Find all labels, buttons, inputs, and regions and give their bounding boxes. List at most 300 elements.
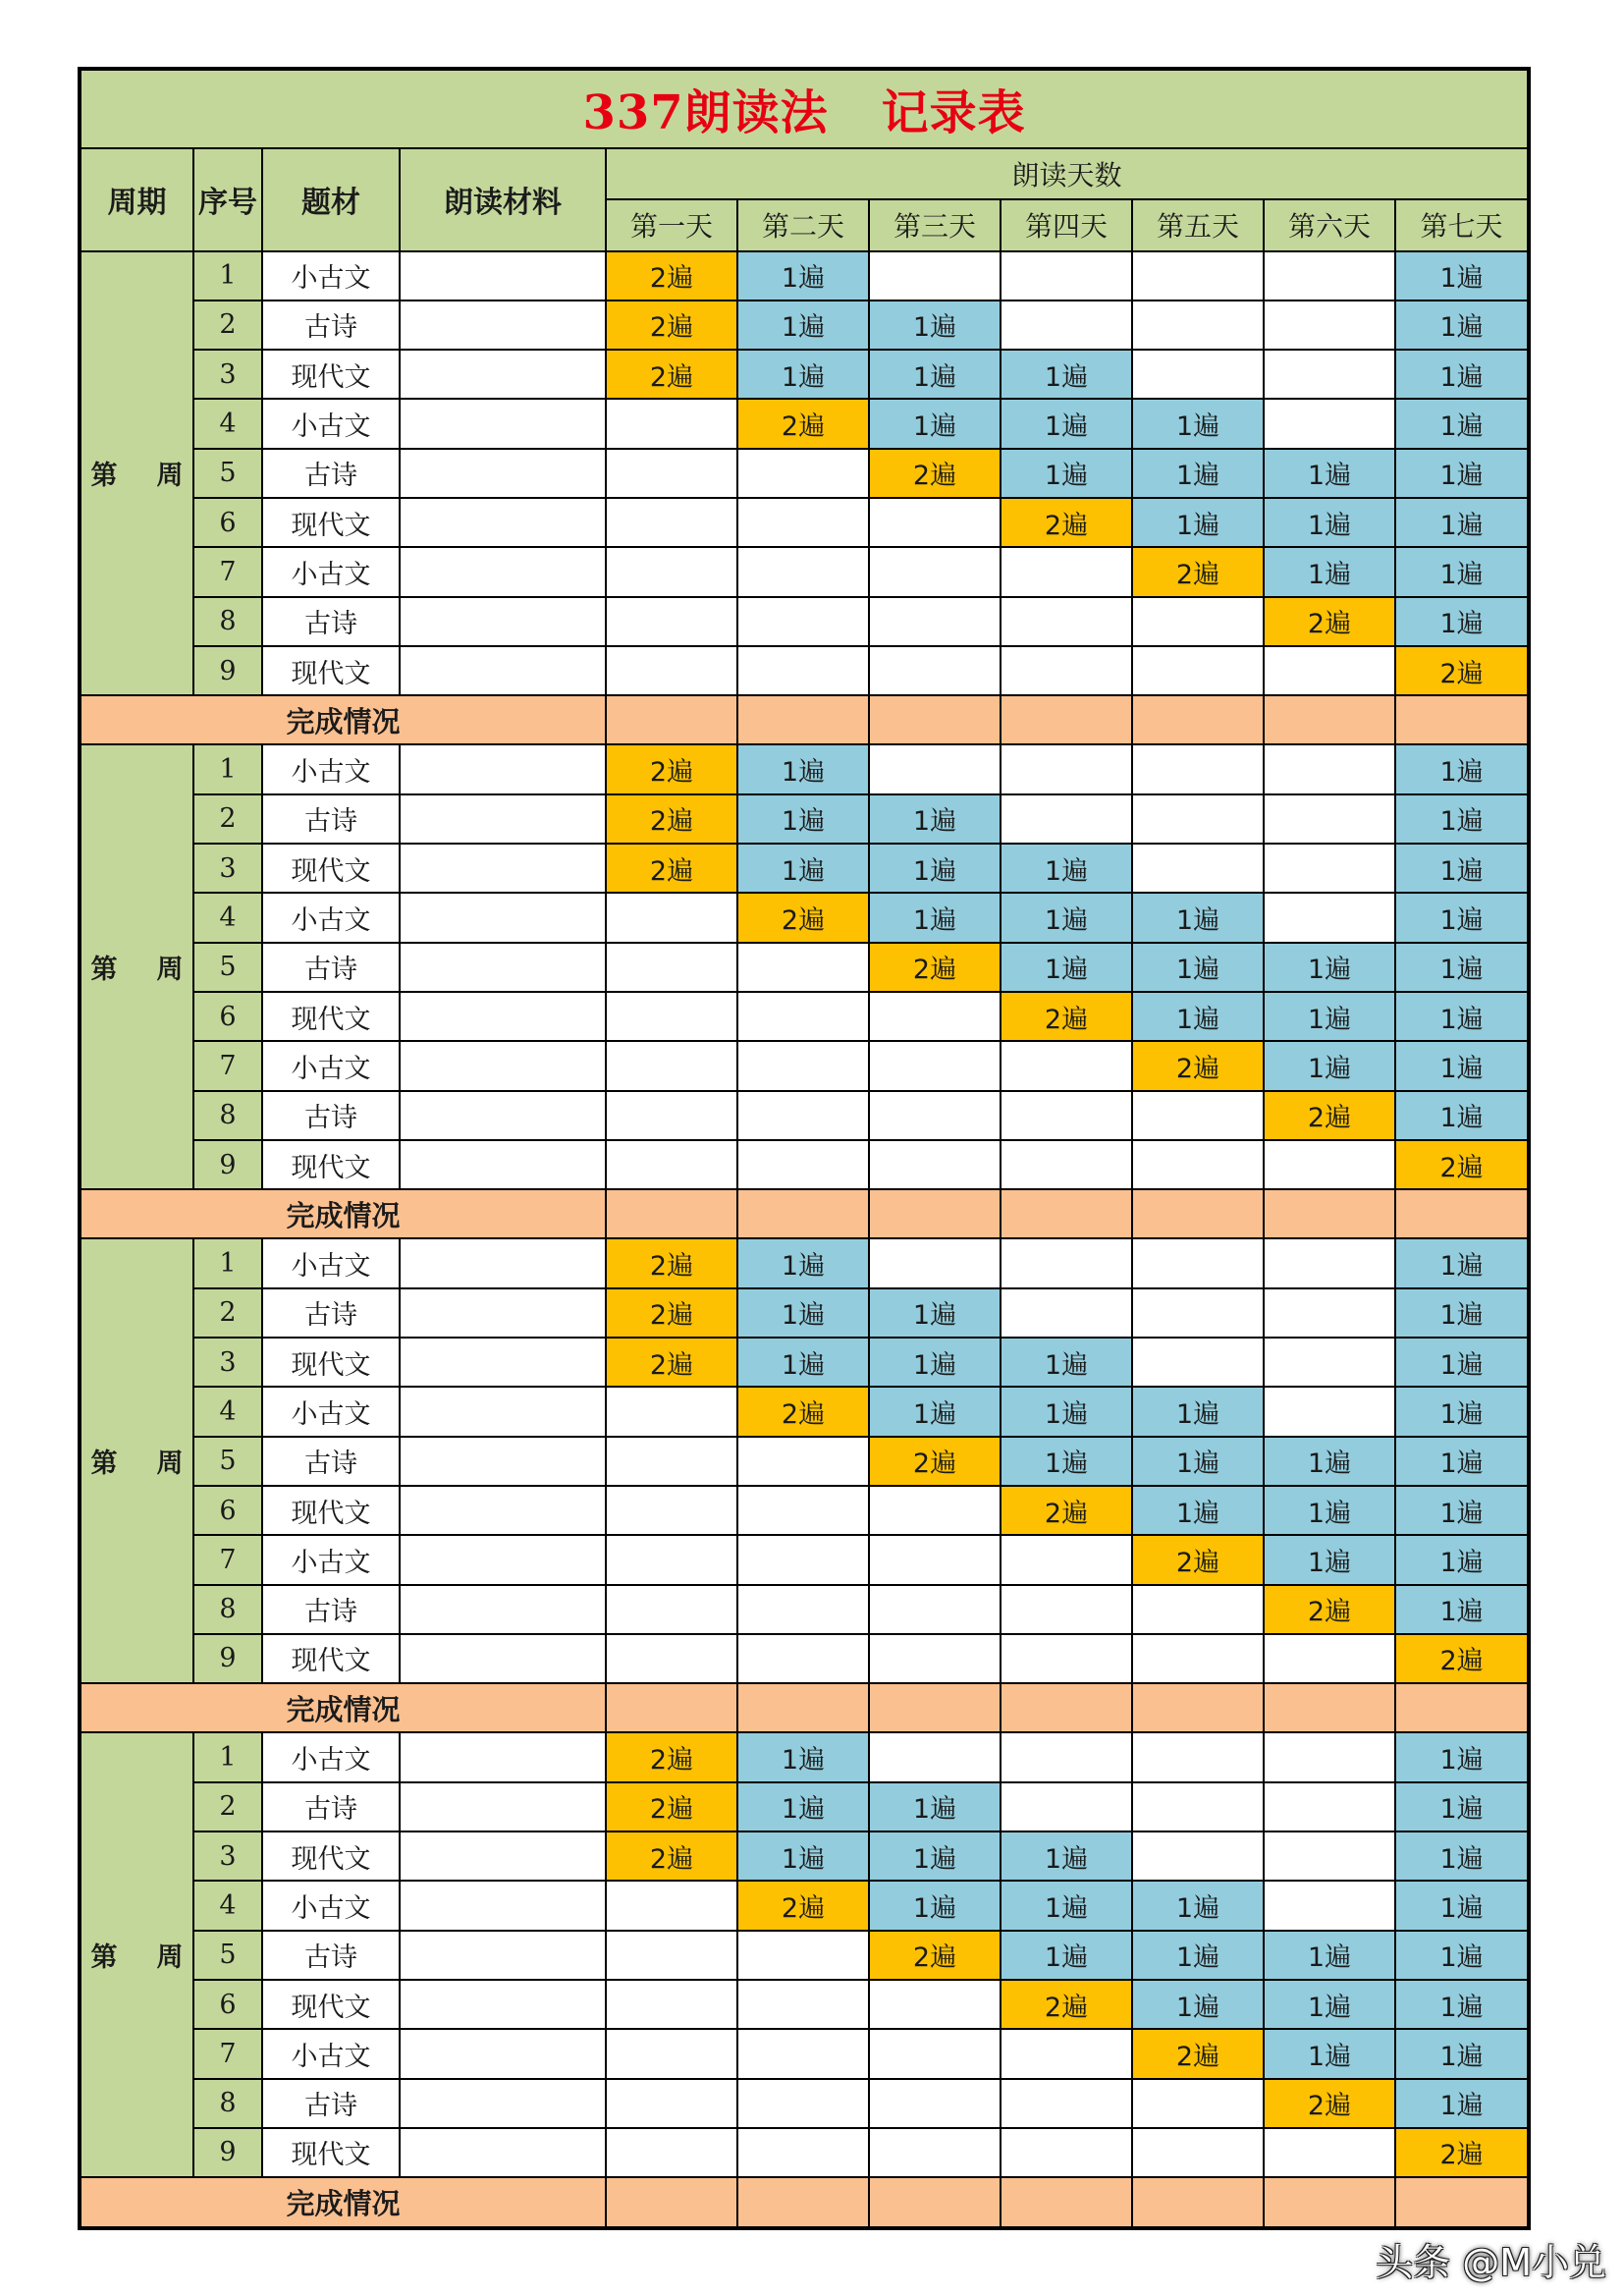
completion-cell[interactable] — [869, 2177, 1001, 2228]
day-cell: 1遍 — [1132, 449, 1264, 498]
day-cell — [1264, 251, 1395, 301]
day-cell — [606, 1881, 737, 1930]
completion-cell[interactable] — [1264, 2177, 1395, 2228]
row-topic: 现代文 — [262, 2128, 400, 2177]
day-cell: 2遍 — [1132, 547, 1264, 596]
day-cell — [869, 2029, 1001, 2078]
day-cell — [1264, 1782, 1395, 1831]
day-cell — [737, 943, 869, 992]
day-cell: 1遍 — [869, 1387, 1001, 1436]
day-cell: 1遍 — [1395, 1437, 1529, 1486]
row-topic: 古诗 — [262, 1288, 400, 1338]
row-topic: 古诗 — [262, 1931, 400, 1980]
row-material-input[interactable] — [400, 2029, 606, 2078]
row-topic: 古诗 — [262, 597, 400, 646]
row-material-input[interactable] — [400, 2079, 606, 2128]
day-cell: 1遍 — [1001, 943, 1132, 992]
day-cell — [869, 547, 1001, 596]
day-cell: 1遍 — [1264, 1486, 1395, 1535]
completion-row — [80, 2177, 1529, 2228]
table-row — [80, 2128, 1529, 2177]
day-cell: 1遍 — [1395, 943, 1529, 992]
day-cell — [1001, 547, 1132, 596]
day-cell: 1遍 — [869, 893, 1001, 942]
completion-cell[interactable] — [1132, 695, 1264, 744]
header-day-5: 第五天 — [1132, 199, 1264, 250]
day-cell — [1001, 1288, 1132, 1338]
row-topic: 小古文 — [262, 1732, 400, 1781]
table-row — [80, 2029, 1529, 2078]
row-material-input[interactable] — [400, 1041, 606, 1090]
day-cell: 1遍 — [1001, 893, 1132, 942]
table-row — [80, 1288, 1529, 1338]
row-material-input[interactable] — [400, 1782, 606, 1831]
completion-row — [80, 1683, 1529, 1732]
completion-cell[interactable] — [1001, 2177, 1132, 2228]
day-cell: 1遍 — [1264, 992, 1395, 1041]
header-day-6: 第六天 — [1264, 199, 1395, 250]
day-cell — [869, 1041, 1001, 1090]
day-cell: 1遍 — [1001, 1437, 1132, 1486]
day-cell: 1遍 — [1132, 943, 1264, 992]
day-cell: 2遍 — [606, 350, 737, 399]
day-cell: 2遍 — [1395, 646, 1529, 695]
table-row — [80, 1634, 1529, 1683]
row-material-input[interactable] — [400, 597, 606, 646]
day-cell — [606, 943, 737, 992]
completion-cell[interactable] — [606, 2177, 737, 2228]
completion-cell[interactable] — [737, 1683, 869, 1732]
row-material-input[interactable] — [400, 498, 606, 547]
header-day-7: 第七天 — [1395, 199, 1529, 250]
day-cell: 1遍 — [1132, 498, 1264, 547]
day-cell — [606, 893, 737, 942]
header-seq: 序号 — [193, 148, 262, 251]
day-cell: 1遍 — [1395, 1585, 1529, 1634]
day-cell — [606, 1535, 737, 1584]
day-cell — [1132, 2079, 1264, 2128]
row-topic: 小古文 — [262, 1387, 400, 1436]
completion-cell[interactable] — [1264, 1683, 1395, 1732]
day-cell: 1遍 — [1001, 449, 1132, 498]
day-cell — [1001, 2029, 1132, 2078]
completion-cell[interactable] — [737, 2177, 869, 2228]
header-day-2: 第二天 — [737, 199, 869, 250]
day-cell: 2遍 — [606, 251, 737, 301]
row-material-input[interactable] — [400, 251, 606, 301]
day-cell: 2遍 — [1264, 1585, 1395, 1634]
day-cell — [869, 1140, 1001, 1189]
completion-cell[interactable] — [1264, 695, 1395, 744]
day-cell — [1001, 597, 1132, 646]
day-cell — [606, 2029, 737, 2078]
row-number: 7 — [193, 1041, 262, 1090]
day-cell — [1132, 794, 1264, 844]
day-cell — [1001, 301, 1132, 350]
row-number: 4 — [193, 1387, 262, 1436]
table-row — [80, 992, 1529, 1041]
row-topic: 小古文 — [262, 1041, 400, 1090]
day-cell — [1001, 1782, 1132, 1831]
day-cell — [869, 498, 1001, 547]
week-label-suffix: 周 — [156, 1942, 184, 1974]
day-cell — [1001, 1140, 1132, 1189]
day-cell — [737, 1585, 869, 1634]
row-material-input[interactable] — [400, 350, 606, 399]
header-day-3: 第三天 — [869, 199, 1001, 250]
day-cell — [737, 646, 869, 695]
row-material-input[interactable] — [400, 1881, 606, 1930]
row-topic: 古诗 — [262, 1585, 400, 1634]
row-topic: 古诗 — [262, 1782, 400, 1831]
row-number: 4 — [193, 893, 262, 942]
completion-cell[interactable] — [1001, 695, 1132, 744]
day-cell: 1遍 — [869, 1288, 1001, 1338]
week-label-suffix: 周 — [156, 955, 184, 986]
row-topic: 现代文 — [262, 350, 400, 399]
row-number: 8 — [193, 1585, 262, 1634]
day-cell: 1遍 — [1395, 1288, 1529, 1338]
day-cell — [1001, 1585, 1132, 1634]
day-cell — [737, 1041, 869, 1090]
day-cell: 1遍 — [1132, 1980, 1264, 2029]
row-material-input[interactable] — [400, 1140, 606, 1189]
day-cell: 1遍 — [1395, 2079, 1529, 2128]
day-cell — [1001, 1091, 1132, 1140]
completion-cell[interactable] — [1132, 2177, 1264, 2228]
table-row — [80, 893, 1529, 942]
row-material-input[interactable] — [400, 449, 606, 498]
completion-row — [80, 695, 1529, 744]
day-cell: 2遍 — [1132, 2029, 1264, 2078]
completion-cell[interactable] — [1395, 1683, 1529, 1732]
day-cell — [1132, 350, 1264, 399]
day-cell: 1遍 — [1395, 1338, 1529, 1387]
day-cell: 2遍 — [1001, 1980, 1132, 2029]
day-cell: 1遍 — [1395, 893, 1529, 942]
day-cell — [606, 1585, 737, 1634]
day-cell: 2遍 — [1264, 2079, 1395, 2128]
day-cell — [1132, 251, 1264, 301]
row-material-input[interactable] — [400, 1091, 606, 1140]
day-cell — [1001, 2079, 1132, 2128]
table-row — [80, 1732, 1529, 1781]
day-cell — [1132, 1732, 1264, 1781]
day-cell: 1遍 — [869, 844, 1001, 893]
row-material-input[interactable] — [400, 1387, 606, 1436]
row-topic: 小古文 — [262, 251, 400, 301]
day-cell — [606, 1041, 737, 1090]
row-number: 1 — [193, 251, 262, 301]
day-cell: 2遍 — [606, 1831, 737, 1881]
completion-cell[interactable] — [606, 1683, 737, 1732]
table-row — [80, 794, 1529, 844]
day-cell — [606, 1387, 737, 1436]
row-material-input[interactable] — [400, 1535, 606, 1584]
row-material-input[interactable] — [400, 744, 606, 793]
row-topic: 现代文 — [262, 498, 400, 547]
day-cell — [869, 2079, 1001, 2128]
day-cell — [606, 2079, 737, 2128]
row-material-input[interactable] — [400, 992, 606, 1041]
week-label-suffix: 周 — [156, 461, 184, 492]
completion-cell[interactable] — [1132, 1683, 1264, 1732]
row-topic: 小古文 — [262, 399, 400, 448]
day-cell: 1遍 — [1395, 597, 1529, 646]
day-cell: 1遍 — [1001, 1831, 1132, 1881]
row-topic: 现代文 — [262, 646, 400, 695]
title-sub: 记录表 — [881, 85, 1026, 141]
day-cell — [606, 1931, 737, 1980]
day-cell: 2遍 — [606, 844, 737, 893]
completion-cell[interactable] — [1395, 2177, 1529, 2228]
day-cell: 2遍 — [1395, 1140, 1529, 1189]
day-cell — [606, 992, 737, 1041]
row-topic: 古诗 — [262, 2079, 400, 2128]
row-number: 5 — [193, 943, 262, 992]
day-cell — [1264, 1732, 1395, 1781]
week-label-prefix: 第 — [90, 1449, 118, 1480]
row-material-input[interactable] — [400, 1732, 606, 1781]
day-cell — [737, 2079, 869, 2128]
completion-cell[interactable] — [1132, 1189, 1264, 1238]
row-number: 3 — [193, 1831, 262, 1881]
completion-cell[interactable] — [606, 1189, 737, 1238]
day-cell — [737, 1140, 869, 1189]
completion-cell[interactable] — [1264, 1189, 1395, 1238]
day-cell — [869, 1091, 1001, 1140]
day-cell — [869, 1585, 1001, 1634]
day-cell — [1264, 1288, 1395, 1338]
row-material-input[interactable] — [400, 893, 606, 942]
completion-cell[interactable] — [869, 695, 1001, 744]
day-cell — [1132, 597, 1264, 646]
row-material-input[interactable] — [400, 399, 606, 448]
table-row — [80, 943, 1529, 992]
header-period: 周期 — [80, 148, 193, 251]
day-cell: 1遍 — [1264, 1931, 1395, 1980]
row-topic: 古诗 — [262, 449, 400, 498]
row-material-input[interactable] — [400, 943, 606, 992]
row-material-input[interactable] — [400, 1585, 606, 1634]
completion-label: 完成情况 — [80, 695, 606, 744]
row-number: 8 — [193, 2079, 262, 2128]
week-label-prefix: 第 — [90, 1942, 118, 1974]
table-row — [80, 646, 1529, 695]
day-cell — [1132, 2128, 1264, 2177]
day-cell: 1遍 — [1395, 301, 1529, 350]
completion-cell[interactable] — [606, 695, 737, 744]
day-cell: 1遍 — [737, 844, 869, 893]
completion-cell[interactable] — [1001, 1683, 1132, 1732]
day-cell — [737, 1980, 869, 2029]
row-number: 2 — [193, 794, 262, 844]
table-row — [80, 1338, 1529, 1387]
row-material-input[interactable] — [400, 301, 606, 350]
completion-label: 完成情况 — [80, 1189, 606, 1238]
day-cell — [1132, 1831, 1264, 1881]
day-cell: 1遍 — [1001, 399, 1132, 448]
row-number: 8 — [193, 1091, 262, 1140]
day-cell — [606, 646, 737, 695]
week-label — [80, 744, 193, 1189]
day-cell — [737, 498, 869, 547]
completion-cell[interactable] — [737, 1189, 869, 1238]
day-cell: 2遍 — [1001, 498, 1132, 547]
day-cell — [1132, 1288, 1264, 1338]
day-cell — [737, 2128, 869, 2177]
day-cell — [737, 597, 869, 646]
day-cell: 1遍 — [869, 1881, 1001, 1930]
row-material-input[interactable] — [400, 646, 606, 695]
day-cell: 2遍 — [1132, 1535, 1264, 1584]
row-topic: 小古文 — [262, 1238, 400, 1287]
table-row — [80, 547, 1529, 596]
completion-row — [80, 1189, 1529, 1238]
completion-cell[interactable] — [1395, 695, 1529, 744]
day-cell: 1遍 — [1395, 1732, 1529, 1781]
day-cell: 1遍 — [1132, 893, 1264, 942]
day-cell — [737, 1091, 869, 1140]
day-cell: 1遍 — [1395, 1387, 1529, 1436]
day-cell: 1遍 — [1132, 1881, 1264, 1930]
day-cell: 1遍 — [869, 1831, 1001, 1881]
row-number: 6 — [193, 992, 262, 1041]
day-cell: 1遍 — [1395, 1486, 1529, 1535]
day-cell — [1264, 399, 1395, 448]
day-cell — [1132, 1338, 1264, 1387]
row-number: 2 — [193, 1782, 262, 1831]
header-days-group: 朗读天数 — [606, 148, 1529, 199]
row-topic: 古诗 — [262, 943, 400, 992]
row-material-input[interactable] — [400, 1238, 606, 1287]
day-cell: 1遍 — [737, 1831, 869, 1881]
day-cell — [1001, 794, 1132, 844]
row-number: 8 — [193, 597, 262, 646]
row-material-input[interactable] — [400, 1831, 606, 1881]
completion-cell[interactable] — [737, 695, 869, 744]
table-row — [80, 744, 1529, 793]
row-number: 4 — [193, 399, 262, 448]
table-row — [80, 844, 1529, 893]
day-cell — [1132, 744, 1264, 793]
day-cell: 1遍 — [1264, 449, 1395, 498]
completion-cell[interactable] — [1001, 1189, 1132, 1238]
day-cell — [1001, 2128, 1132, 2177]
day-cell — [737, 1437, 869, 1486]
completion-cell[interactable] — [869, 1189, 1001, 1238]
row-material-input[interactable] — [400, 1288, 606, 1338]
row-material-input[interactable] — [400, 1486, 606, 1535]
day-cell: 2遍 — [1395, 1634, 1529, 1683]
day-cell — [1001, 744, 1132, 793]
day-cell: 1遍 — [1132, 1387, 1264, 1436]
day-cell — [1264, 1634, 1395, 1683]
day-cell: 1遍 — [869, 794, 1001, 844]
day-cell: 1遍 — [1132, 1931, 1264, 1980]
day-cell: 2遍 — [606, 1238, 737, 1287]
day-cell — [737, 2029, 869, 2078]
day-cell: 1遍 — [1132, 1486, 1264, 1535]
title-main: 337朗读法 — [582, 85, 829, 141]
table-row — [80, 350, 1529, 399]
header-material: 朗读材料 — [400, 148, 606, 251]
row-number: 6 — [193, 1486, 262, 1535]
row-number: 5 — [193, 1931, 262, 1980]
day-cell: 1遍 — [1395, 1980, 1529, 2029]
row-material-input[interactable] — [400, 1338, 606, 1387]
day-cell — [1264, 744, 1395, 793]
row-material-input[interactable] — [400, 844, 606, 893]
table-row — [80, 1387, 1529, 1436]
day-cell: 1遍 — [737, 350, 869, 399]
row-material-input[interactable] — [400, 794, 606, 844]
row-number: 9 — [193, 1140, 262, 1189]
header-day-4: 第四天 — [1001, 199, 1132, 250]
day-cell — [1264, 1238, 1395, 1287]
day-cell: 2遍 — [1264, 1091, 1395, 1140]
row-number: 2 — [193, 301, 262, 350]
day-cell: 2遍 — [606, 744, 737, 793]
row-material-input[interactable] — [400, 1437, 606, 1486]
day-cell — [869, 1732, 1001, 1781]
day-cell: 1遍 — [1001, 1387, 1132, 1436]
table-row — [80, 1831, 1529, 1881]
day-cell — [737, 1486, 869, 1535]
row-number: 7 — [193, 547, 262, 596]
row-material-input[interactable] — [400, 1931, 606, 1980]
table-row — [80, 597, 1529, 646]
day-cell — [1132, 1238, 1264, 1287]
row-number: 5 — [193, 1437, 262, 1486]
week-label-prefix: 第 — [90, 955, 118, 986]
row-material-input[interactable] — [400, 1980, 606, 2029]
day-cell: 2遍 — [869, 1931, 1001, 1980]
row-topic: 现代文 — [262, 1140, 400, 1189]
week-label — [80, 251, 193, 696]
day-cell: 1遍 — [1395, 744, 1529, 793]
day-cell: 1遍 — [1395, 498, 1529, 547]
row-topic: 古诗 — [262, 301, 400, 350]
day-cell — [869, 1486, 1001, 1535]
row-number: 1 — [193, 1238, 262, 1287]
day-cell — [737, 1634, 869, 1683]
day-cell — [1264, 350, 1395, 399]
row-material-input[interactable] — [400, 2128, 606, 2177]
day-cell — [869, 1634, 1001, 1683]
row-number: 3 — [193, 844, 262, 893]
row-material-input[interactable] — [400, 547, 606, 596]
table-row — [80, 301, 1529, 350]
completion-cell[interactable] — [1395, 1189, 1529, 1238]
table-row — [80, 1980, 1529, 2029]
completion-cell[interactable] — [869, 1683, 1001, 1732]
day-cell — [869, 646, 1001, 695]
completion-label: 完成情况 — [80, 1683, 606, 1732]
day-cell: 1遍 — [1395, 350, 1529, 399]
row-number: 3 — [193, 1338, 262, 1387]
row-topic: 小古文 — [262, 744, 400, 793]
day-cell: 1遍 — [1395, 794, 1529, 844]
row-material-input[interactable] — [400, 1634, 606, 1683]
day-cell — [1264, 1387, 1395, 1436]
day-cell: 2遍 — [1132, 1041, 1264, 1090]
day-cell: 2遍 — [869, 449, 1001, 498]
day-cell: 1遍 — [1395, 992, 1529, 1041]
day-cell — [1001, 1238, 1132, 1287]
day-cell — [869, 744, 1001, 793]
table-row — [80, 1585, 1529, 1634]
